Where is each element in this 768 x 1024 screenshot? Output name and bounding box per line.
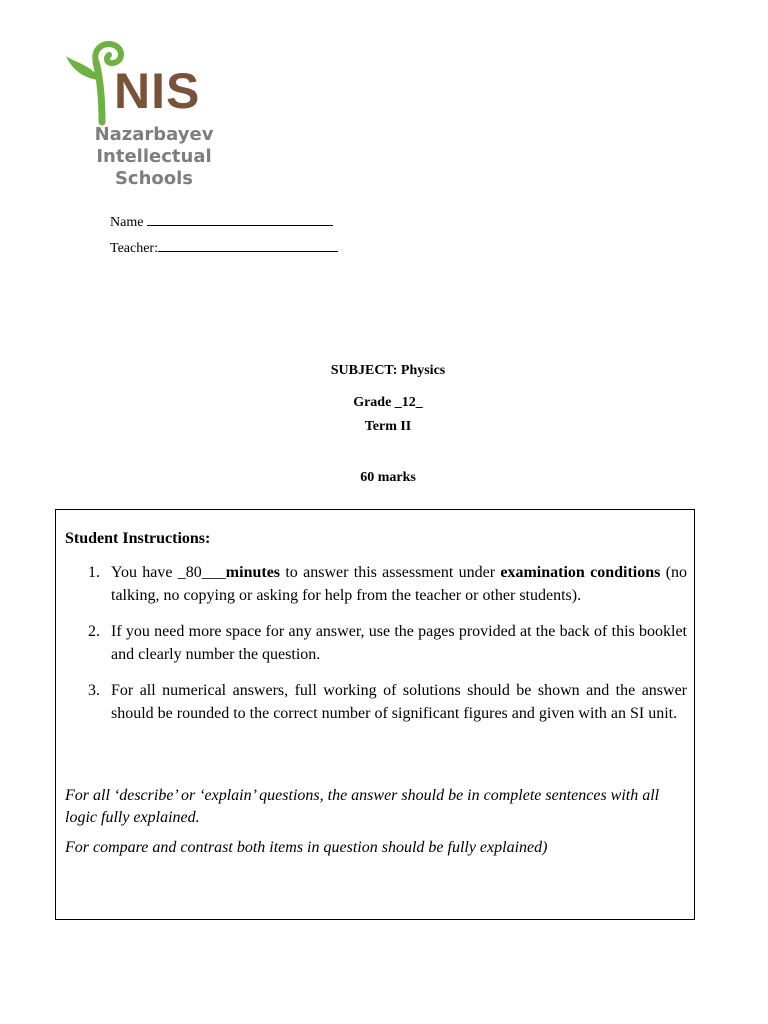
logo-school-name — [94, 124, 214, 190]
logo-line-2: Intellectual — [96, 146, 212, 167]
instructions-title: Student Instructions: — [65, 530, 211, 547]
marks-heading: 60 marks — [360, 470, 416, 485]
instruction-number: 1. — [88, 564, 100, 581]
compare-note: For compare and contrast both items in question should be fully explained) — [65, 839, 548, 856]
instruction-item-1 — [81, 562, 687, 607]
instruction-bold-conditions: examination conditions — [500, 564, 661, 581]
name-label: Name — [110, 215, 147, 230]
instruction-item-2 — [81, 621, 687, 666]
instructions-list — [81, 562, 687, 739]
logo-line-3: Schools — [114, 168, 194, 189]
name-blank-line[interactable] — [147, 211, 333, 226]
instruction-number: 2. — [88, 623, 100, 640]
explain-note: For all ‘describe’ or ‘explain’ questions, the answer should be in complete sentences with all logic fully explained. — [65, 787, 660, 826]
nis-logo — [62, 36, 222, 196]
instruction-number: 3. — [88, 682, 100, 699]
instruction-text: to answer this assessment under — [280, 564, 501, 581]
name-field — [110, 211, 333, 232]
instruction-bold-minutes: minutes — [225, 564, 281, 581]
term-heading: Term II — [364, 419, 412, 434]
instruction-text: For all numerical answers, full working of solutions should be shown and the answer should be rounded to the correct number of significant figures and given with an SI unit. — [111, 682, 687, 722]
instruction-item-3 — [81, 680, 687, 725]
student-instructions-box — [55, 509, 695, 920]
logo-abbreviation: NIS — [114, 63, 201, 119]
grade-heading: Grade _12_ — [353, 395, 423, 410]
subject-heading: SUBJECT: Physics — [330, 363, 446, 378]
instruction-text: (no talking, no copying or asking for help from the teacher or other students). — [111, 564, 688, 604]
instruction-text: If you need more space for any answer, use the pages provided at the back of this booklet and clearly number the question. — [111, 623, 687, 663]
logo-line-1: Nazarbayev — [94, 124, 214, 145]
teacher-blank-line[interactable] — [158, 237, 338, 252]
teacher-field — [110, 237, 338, 258]
teacher-label: Teacher: — [110, 241, 158, 256]
instruction-text: You have _80___ — [111, 564, 226, 581]
